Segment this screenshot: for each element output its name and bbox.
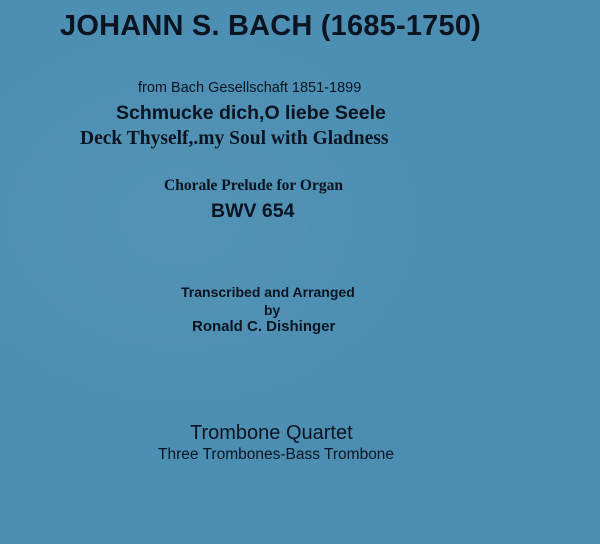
- source-edition: from Bach Gesellschaft 1851-1899: [138, 80, 362, 96]
- title-english: Deck Thyself,.my Soul with Gladness: [80, 128, 389, 149]
- credit-line: Transcribed and Arranged: [181, 284, 355, 300]
- ensemble-title: Trombone Quartet: [190, 422, 353, 444]
- work-genre: Chorale Prelude for Organ: [164, 177, 343, 194]
- composer-heading: JOHANN S. BACH (1685-1750): [60, 10, 481, 42]
- catalog-number: BWV 654: [211, 200, 295, 222]
- title-german: Schmucke dich,O liebe Seele: [116, 102, 386, 124]
- credit-by: by: [264, 302, 281, 318]
- arranger-name: Ronald C. Dishinger: [192, 318, 336, 335]
- instrumentation: Three Trombones-Bass Trombone: [158, 446, 395, 463]
